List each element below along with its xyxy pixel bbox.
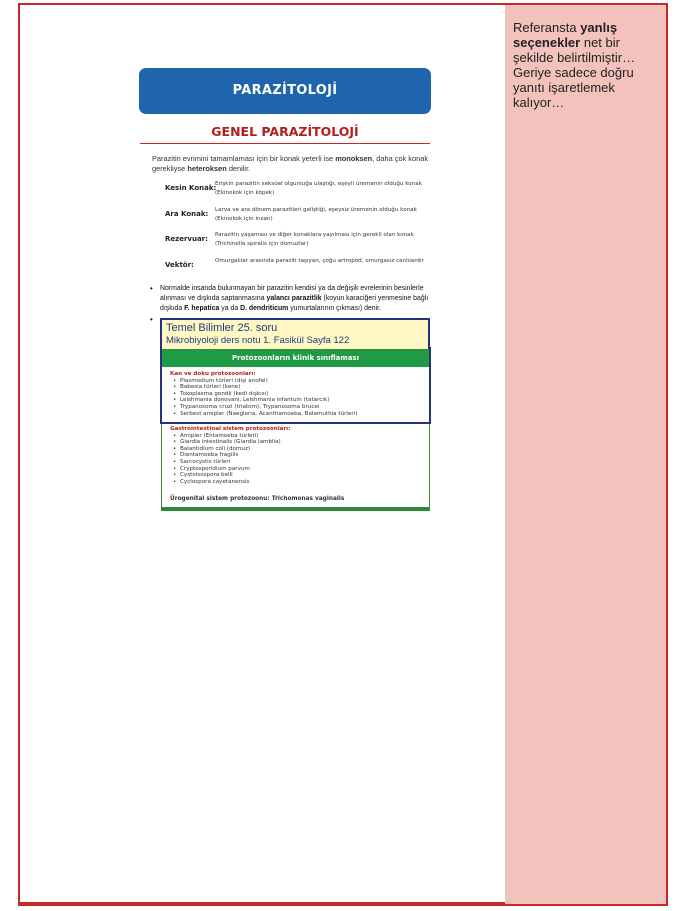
definition-desc: Erişkin parazitin seksüel olgunluğa ulaştığı, eşeyli üremenin olduğu konak (Ekinokok için köpek) xyxy=(215,181,422,196)
protozoa-table xyxy=(161,349,430,511)
list-item: • Balantidium coli (domuz) xyxy=(180,446,290,453)
list-item: • Toxoplasma gondii (kedi dışkısı) xyxy=(180,391,357,398)
list-item: • Plasmodium türleri (dişi anofel) xyxy=(180,378,357,385)
definition-term: Rezervuar: xyxy=(165,235,208,243)
group-title: Gastrointestinal sistem protozoonları: xyxy=(170,426,291,432)
side-note xyxy=(513,20,661,110)
definition-desc: Parazitin yaşaması ve diğer konaklara yayılması için gerekli olan konak (Trichinella spiralis için domuzlar) xyxy=(215,232,414,247)
section-title: GENEL PARAZİTOLOJİ xyxy=(211,124,359,139)
protozoa-table-title: Protozoonların klinik sınıflaması xyxy=(162,350,429,367)
side-note-bold: yanlış seçenekler xyxy=(513,20,618,50)
section-divider xyxy=(140,143,430,144)
list-item: • Cystoisospora belli xyxy=(180,472,290,479)
definition-term: Vektör: xyxy=(165,261,194,269)
list-item: • Amipler (Entamoeba türleri) xyxy=(180,433,290,440)
list-item: • Serbest amipler (Naegleria, Acanthamoeba, Balamuthia türleri) xyxy=(180,411,357,418)
reference-line-1: Temel Bilimler 25. soru xyxy=(166,322,278,334)
list-item: • Sarcocystis türleri xyxy=(180,459,290,466)
definition-term: Kesin Konak: xyxy=(165,184,217,192)
reference-callout xyxy=(160,318,430,349)
chapter-header: PARAZİTOLOJİ xyxy=(139,68,431,114)
bullet-icon: • xyxy=(150,284,153,293)
side-note-panel xyxy=(505,5,666,904)
definition-desc: Omurgalılar arasında paraziti taşıyan, çoğu artropod, omurgasız canlılardır xyxy=(215,258,424,264)
gi-group xyxy=(170,426,290,485)
list-item: • Giardia intestinalis (Giardia lamblia) xyxy=(180,439,290,446)
definition-desc: Larva ve ara dönem parazitleri geliştiği, eşeysiz üremenin olduğu konak (Ekinokok için insan) xyxy=(215,207,417,222)
blood-tissue-group xyxy=(170,371,357,417)
side-note-text-2: net bir şekilde belirtilmiştir… Geriye sadece doğru yanıtı işaretlemek kalıyor… xyxy=(513,35,636,110)
intro-paragraph: Parazitin evrimini tamamlaması için bir konak yeterli ise monoksen, daha çok konak gerekliyse heteroksen denilir. xyxy=(152,154,429,173)
group-title: Kan ve doku protozoonları: xyxy=(170,371,256,377)
list-item: • Cyclospora cayetanensis xyxy=(180,479,290,486)
list-item: • Cryptosporidium parvum xyxy=(180,466,290,473)
list-item: • Trypanosoma cruzi (triatom), Trypanosoma brucei xyxy=(180,404,357,411)
bullet-icon: • xyxy=(150,315,153,324)
list-item: • Dientamoeba fragilis xyxy=(180,452,290,459)
urogenital-line: Ürogenital sistem protozoonu: Trichomonas vaginalis xyxy=(170,496,345,502)
reference-line-2: Mikrobiyoloji ders notu 1. Fasikül Sayfa 122 xyxy=(166,335,350,346)
definition-term: Ara Konak: xyxy=(165,210,209,218)
list-item: • Leishmania donovani, Leishmania infantum (tatarcık) xyxy=(180,397,357,404)
bullet-list xyxy=(148,284,436,324)
side-note-text: Referansta xyxy=(513,20,581,35)
list-item: • Babesia türleri (kene) xyxy=(180,384,357,391)
bullet-item: • Normalde insanda bulunmayan bir parazitin kendisi ya da değişik evrelerinin besinlerle alınması ve dışkıda saptanmasına yalancı parazitlik (koyun karaciğeri yenmesine bağlı dışkıda F. hepatica ya da D. dendriticum yumurtalarının çıkması) denir. xyxy=(150,284,429,312)
